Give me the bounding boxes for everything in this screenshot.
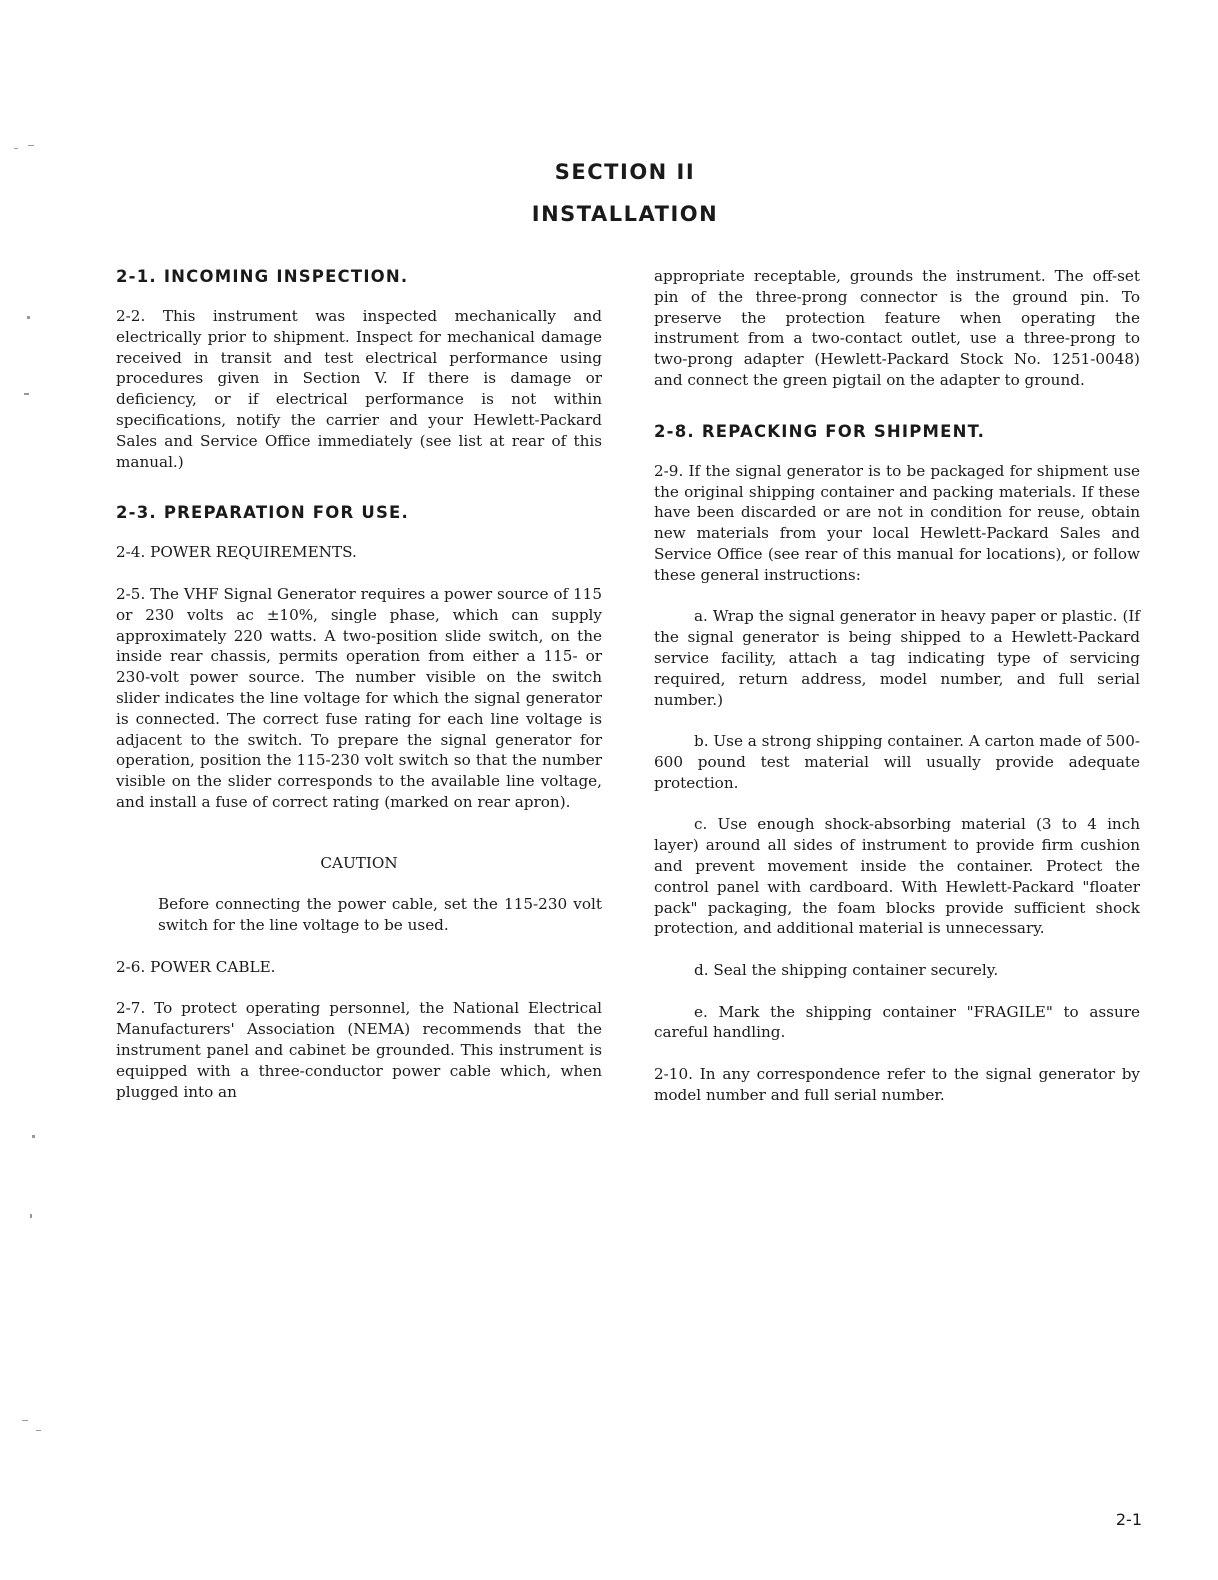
heading-repacking-for-shipment: 2-8. REPACKING FOR SHIPMENT. xyxy=(654,421,986,441)
scan-speck xyxy=(28,145,34,146)
paragraph-2-9: 2-9. If the signal generator is to be packaged for shipment use the original shipping container and packing materials. If these have been discarded or are not in condition for reuse, obtain new materials from your local Hewlett-Packard Sales and Service Office (see rear of this manual for locations), or follow these general instructions: xyxy=(654,461,1140,584)
scan-speck xyxy=(24,393,29,395)
paragraph-2-7-continued: appropriate receptable, grounds the instrument. The off-set pin of the three-prong connector is the ground pin. To preserve the protection feature when operating the instrument from a two-contact outlet, use a three-prong to two-prong adapter (Hewlett-Packard Stock No. 1251-0048) and connect the green pigtail on the adapter to ground. xyxy=(654,267,1140,389)
heading-incoming-inspection: 2-1. INCOMING INSPECTION. xyxy=(116,267,409,286)
instruction-item-b: b. Use a strong shipping container. A carton made of 500-600 pound test material will usually provide adequate protection. xyxy=(654,732,1141,792)
heading-preparation-for-use: 2-3. PREPARATION FOR USE. xyxy=(116,503,409,523)
paragraph-2-2: 2-2. This instrument was inspected mechanically and electrically prior to shipment. Inspect for mechanical damage received in transit and test electrical performance using procedures given in Section V. If there is damage or deficiency, or if electrical performance is not within specifications, notify the carrier and your Hewlett-Packard Sales and Service Office immediately (see list at rear of this manual.) xyxy=(116,307,602,471)
page-number: 2-1 xyxy=(1115,1510,1142,1529)
caution-body: Before connecting the power cable, set the 115-230 volt switch for the line voltage to be used. xyxy=(158,895,602,935)
caution-title: CAUTION xyxy=(320,853,398,872)
subheading-power-requirements: 2-4. POWER REQUIREMENTS. xyxy=(116,543,357,562)
right-column xyxy=(654,266,1140,1126)
paragraph-2-10: 2-10. In any correspondence refer to the signal generator by model number and full serial number. xyxy=(654,1064,1140,1104)
instruction-item-e: e. Mark the shipping container "FRAGILE" to assure careful handling. xyxy=(654,1002,1140,1042)
scan-speck xyxy=(36,1430,41,1431)
instruction-item-d: d. Seal the shipping container securely. xyxy=(694,960,999,979)
section-heading: SECTION II xyxy=(554,160,696,184)
scan-speck xyxy=(22,1420,28,1421)
scan-speck xyxy=(32,1135,35,1138)
left-column xyxy=(116,266,602,1123)
paragraph-2-5: 2-5. The VHF Signal Generator requires a power source of 115 or 230 volts ac ±10%, single phase, which can supply approximately 220 watts. A two-position slide switch, on the inside rear chassis, permits operation from either a 115- or 230-volt power source. The number visible on the switch slider indicates the line voltage for which the signal generator is connected. The correct fuse rating for each line voltage is adjacent to the switch. To prepare the signal generator for operation, position the 115-230 volt switch so that the number visible on the slider corresponds to the available line voltage, and install a fuse of correct rating (marked on rear apron). xyxy=(116,584,602,811)
scan-speck xyxy=(27,316,30,319)
scan-speck xyxy=(30,1214,32,1218)
subheading-power-cable: 2-6. POWER CABLE. xyxy=(116,957,276,976)
instruction-item-c: c. Use enough shock-absorbing material (3 to 4 inch layer) around all sides of instrument to provide firm cushion and prevent movement inside the container. Protect the control panel with cardboard. With Hewlett-Packard "floater pack" packaging, the foam blocks provide sufficient shock protection, and additional material is unnecessary. xyxy=(654,815,1140,938)
scan-speck xyxy=(14,148,18,149)
instruction-item-a: a. Wrap the signal generator in heavy paper or plastic. (If the signal generator is being shipped to a Hewlett-Packard service facility, attach a tag indicating type of servicing required, return address, model number, and full serial number.) xyxy=(654,607,1140,709)
page-title: INSTALLATION xyxy=(531,202,719,226)
paragraph-2-7: 2-7. To protect operating personnel, the National Electrical Manufacturers' Association (NEMA) recommends that the instrument panel and cabinet be grounded. This instrument is equipped with a three-conductor power cable which, when plugged into an xyxy=(116,999,602,1101)
